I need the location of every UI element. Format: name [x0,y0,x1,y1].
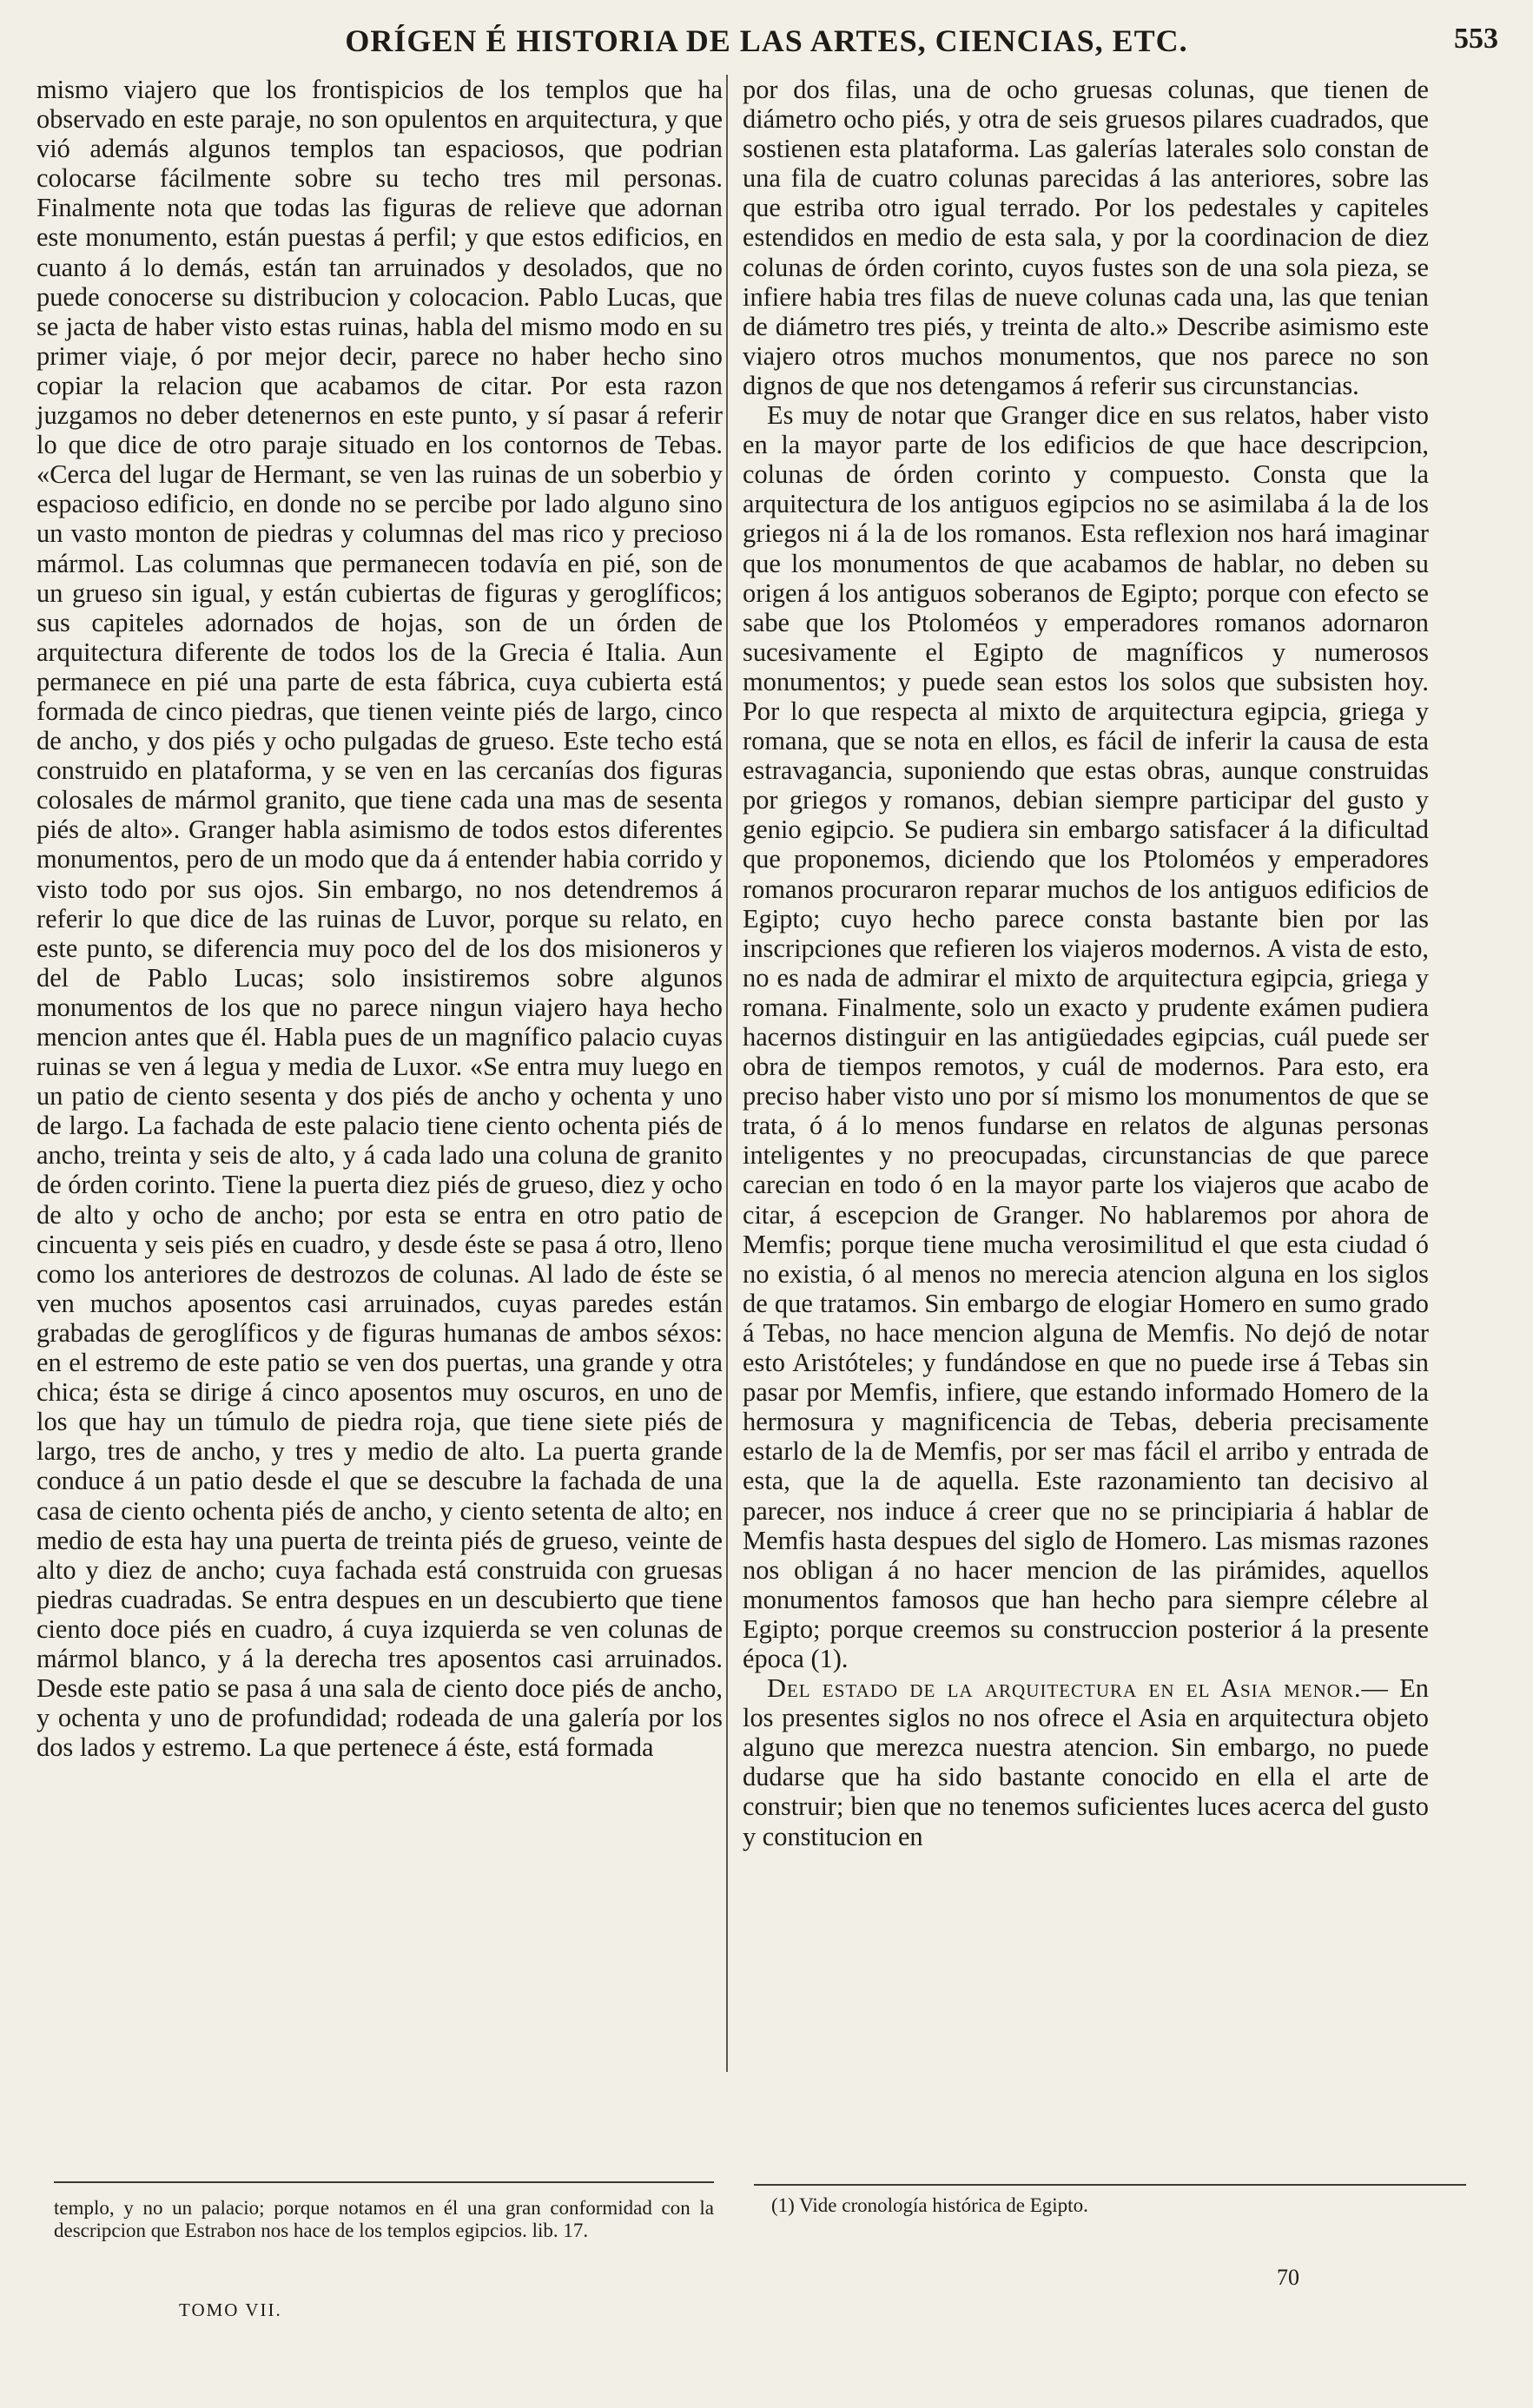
running-title: ORÍGEN É HISTORIA DE LAS ARTES, CIENCIAS, ETC. [345,23,1188,58]
right-column [743,75,1429,2185]
section-text: En los presentes siglos no nos ofrece el Asia en arquitectura objeto alguno que merezca nuestra atencion. Sin embargo, no puede dudarse que ha sido bastante conocido en ella el arte de construir; bien que no tenemos suficientes luces acerca del gusto y constitucion en [743,1673,1429,1851]
running-header [35,23,1498,73]
sheet-number: 70 [1277,2265,1299,2290]
footnote-rule-right [754,2184,1466,2186]
volume-signature: TOMO VII. [179,2299,282,2320]
footnote-rule-left [54,2181,714,2183]
page-number: 553 [1454,23,1498,55]
right-paragraph: Es muy de notar que Granger dice en sus relatos, haber visto en la mayor parte de los edificios de que hace descripcion, colunas de órden corinto y compuesto. Consta que la arquitectura de los antiguos egipcios no se asimilaba á la de los griegos ni á la de los romanos. Esta reflexion nos hará imaginar que los monumentos de que acabamos de hablar, no deben su origen á los antiguos soberanos de Egipto; porque con efecto se sabe que los Ptoloméos y emperadores romanos adornaron sucesivamente el Egipto de magníficos y numerosos monumentos; y puede sean estos los solos que subsisten hoy. Por lo que respecta al mixto de arquitectura egipcia, griega y romana, que se nota en ellos, es fácil de inferir la causa de esta estravagancia, suponiendo que estas obras, aunque construidas por griegos y romanos, debian siempre participar del gusto y genio egipcio. Se pudiera sin embargo satisfacer á la dificultad que proponemos, diciendo que los Ptoloméos y emperadores romanos procuraron reparar muchos de los antiguos edificios de Egipto; cuyo hecho parece consta bastante bien por las inscripciones que refieren los viajeros modernos. A vista de esto, no es nada de admirar el mixto de arquitectura egipcia, griega y romana. Finalmente, solo un exacto y prudente exámen pudiera hacernos distinguir en las antigüedades egipcias, cuál puede ser obra de tiempos remotos, y cuál de modernos. Para esto, era preciso haber visto uno por sí mismo los monumentos de que se trata, ó á lo menos fundarse en relatos de algunas personas inteligentes y no preocupadas, circunstancias de que parece carecian en todo ó en la mayor parte los viajeros que acabo de citar, á escepcion de Granger. No hablaremos por ahora de Memfis; porque tiene mucha verosimilitud el que esta ciudad ó no existia, ó al menos no merecia atencion alguna en los siglos de que tratamos. Sin embargo de elogiar Homero en sumo grado á Tebas, no hace mencion alguna de Memfis. No dejó de notar esto Aristóteles; y fundándose en que no puede irse á Tebas sin pasar por Memfis, infiere, que estando informado Homero de la hermosura y magnificencia de Tebas, deberia precisamente estarlo de la de Memfis, por ser mas fácil el arribo y entrada de esta, que la de aquella. Este razonamiento tan decisivo al parecer, nos induce á creer que no se principiaria á hablar de Memfis hasta despues del siglo de Homero. Las mismas razones nos obligan á no hacer mencion de las pirámides, aquellos monumentos famosos que han hecho para siempre célebre al Egipto; porque creemos su construccion posterior á la presente época (1). [743,400,1429,1673]
footnote-right: (1) Vide cronología histórica de Egipto. [771,2194,1088,2216]
left-paragraph: mismo viajero que los frontispicios de los templos que ha observado en este paraje, no son opulentos en arquitectura, y que vió además algunos templos tan espaciosos, que podrian colocarse fácilmente sobre su techo tres mil personas. Finalmente nota que todas las figuras de relieve que adornan este monumento, están puestas á perfil; y que estos edificios, en cuanto á lo demás, están tan arruinados y desolados, que no puede conocerse su distribucion y colocacion. Pablo Lucas, que se jacta de haber visto estas ruinas, habla del mismo modo en su primer viaje, ó por mejor decir, parece no haber hecho sino copiar la relacion que acabamos de citar. Por esta razon juzgamos no deber detenernos en este punto, y sí pasar á referir lo que dice de otro paraje situado en los contornos de Tebas. «Cerca del lugar de Hermant, se ven las ruinas de un soberbio y espacioso edificio, en donde no se percibe por lado alguno sino un vasto monton de piedras y columnas del mas rico y precioso mármol. Las columnas que permanecen todavía en pié, son de un grueso sin igual, y están cubiertas de figuras y geroglíficos; sus capiteles adornados de hojas, son de un órden de arquitectura diferente de todos los de la Grecia é Italia. Aun permanece en pié una parte de esta fábrica, cuya cubierta está formada de cinco piedras, que tienen veinte piés de largo, cinco de ancho, y dos piés y ocho pulgadas de grueso. Este techo está construido en plataforma, y se ven en las cercanías dos figuras colosales de mármol granito, que tiene cada una mas de sesenta piés de alto». Granger habla asimismo de todos estos diferentes monumentos, pero de un modo que da á entender habia corrido y visto todo por sus ojos. Sin embargo, no nos detendremos á referir lo que dice de las ruinas de Luvor, porque su relato, en este punto, se diferencia muy poco del de los dos misioneros y del de Pablo Lucas; solo insistiremos sobre algunos monumentos de los que no parece ningun viajero haya hecho mencion antes que él. Habla pues de un magnífico palacio cuyas ruinas se ven á legua y media de Luxor. «Se entra muy luego en un patio de ciento sesenta y dos piés de ancho y ochenta y uno de largo. La fachada de este palacio tiene ciento ochenta piés de ancho, treinta y seis de alto, y á cada lado una coluna de granito de órden corinto. Tiene la puerta diez piés de grueso, diez y ocho de alto y ocho de ancho; por esta se entra en otro patio de cincuenta y seis piés en cuadro, y desde éste se pasa á otro, lleno como los anteriores de destrozos de colunas. Al lado de éste se ven muchos aposentos casi arruinados, cuyas paredes están grabadas de geroglíficos y de figuras humanas de ambos séxos: en el estremo de este patio se ven dos puertas, una grande y otra chica; ésta se dirige á cinco aposentos muy oscuros, en uno de los que hay un túmulo de piedra roja, que tiene siete piés de largo, tres de ancho, y tres y medio de alto. La puerta grande conduce á un patio desde el que se descubre la fachada de una casa de ciento ochenta piés de ancho, y ciento setenta de alto; en medio de esta hay una puerta de treinta piés de grueso, veinte de alto y diez de ancho; cuya fachada está construida con gruesas piedras cuadradas. Se entra despues en un descubierto que tiene ciento doce piés en cuadro, á cuya izquierda se ven colunas de mármol blanco, y á la derecha tres aposentos casi arruinados. Desde este patio se pasa á una sala de ciento doce piés de ancho, y ochenta y uno de profundidad; rodeada de una galería por los dos lados y estremo. La que pertenece á éste, está formada [36,75,723,1763]
section-heading: Del estado de la arquitectura en el Asia menor.— [767,1673,1389,1704]
section-paragraph [743,1673,1429,1851]
right-paragraph: por dos filas, una de ocho gruesas colunas, que tienen de diámetro ocho piés, y otra de seis gruesos pilares cuadrados, que sostienen esta plataforma. Las galerías laterales solo constan de una fila de cuatro colunas parecidas á las anteriores, sobre las que estriba otro igual terrado. Por los pedestales y capiteles estendidos en medio de esta sala, y por la coordinacion de diez colunas de órden corinto, cuyos fustes son de una sola pieza, se infiere habia tres filas de nueve colunas cada una, las que tenian de diámetro tres piés, y treinta de alto.» Describe asimismo este viajero otros muchos monumentos, que nos parece no son dignos de que nos detengamos á referir sus circunstancias. [743,75,1429,400]
column-divider [726,75,728,2072]
footnote-left: templo, y no un palacio; porque notamos en él una gran conformidad con la descripcion que Estrabon nos hace de los templos egipcios. lib. 17. [54,2197,714,2241]
left-column [36,75,723,2159]
